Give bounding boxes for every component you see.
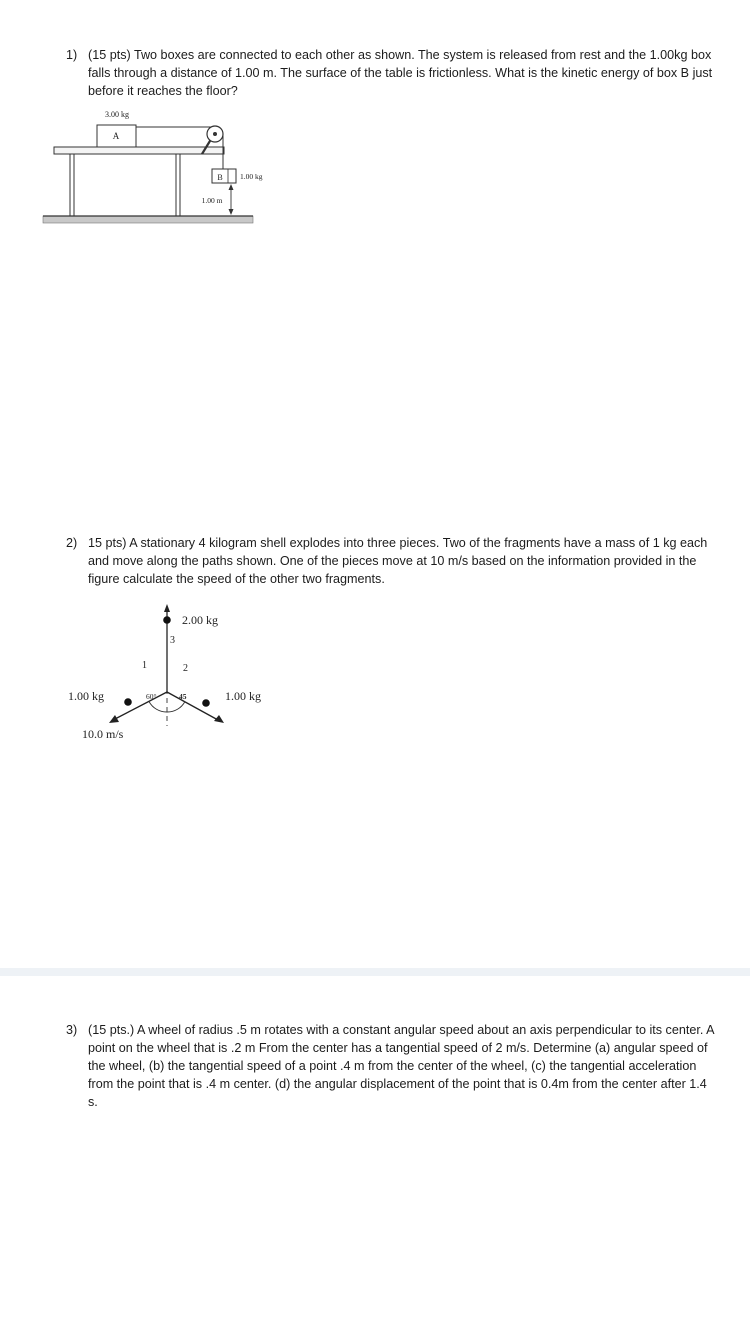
- fragment-left: [124, 698, 132, 706]
- left-mass-label: 1.00 kg: [68, 689, 104, 703]
- path-label-2: 2: [183, 663, 188, 674]
- path-label-1: 1: [142, 660, 147, 671]
- fragment-top: [163, 616, 171, 624]
- box-a-mass-label: 3.00 kg: [105, 110, 129, 119]
- box-a-label: A: [112, 131, 120, 141]
- path-2: [167, 692, 218, 720]
- right-mass-label: 1.00 kg: [225, 689, 261, 703]
- question-text: (15 pts) Two boxes are connected to each other as shown. The system is released from rest and the 1.00kg box falls through a distance of 1.00 m. The surface of the table is frictionless. What is the kinetic energy of box B just before it reaches the floor?: [88, 48, 713, 98]
- angle-arc-right: [167, 702, 185, 713]
- question-text: (15 pts.) A wheel of radius .5 m rotates with a constant angular speed about an axis perpendicular to its center. A point on the wheel that is .2 m From the center has a tangential speed of 2 m/s. Determine (a) angular speed of the wheel, (b) the tangential speed of a point .4 m from the center of the wheel, (c) the tangential acceleration from the point that is .4 m center. (d) the angular displacement of the point that is 0.4m from the center after 1.4 s.: [88, 1023, 714, 1109]
- question-number: 3): [66, 1023, 78, 1037]
- page-separator: [0, 968, 750, 976]
- angle-arc-left: [149, 702, 167, 713]
- distance-label: 1.00 m: [201, 196, 223, 205]
- explosion-figure: [60, 596, 280, 752]
- top-mass-label: 2.00 kg: [182, 613, 218, 627]
- document-page-2: [0, 976, 750, 1334]
- table-top: [54, 147, 224, 154]
- arrow-1: [109, 715, 119, 723]
- left-speed-label: 10.0 m/s: [82, 727, 124, 741]
- arrow-3: [164, 604, 170, 612]
- pulley-system-figure: [40, 104, 280, 228]
- question-1: [66, 46, 716, 100]
- question-2: [66, 534, 716, 588]
- fragment-right: [202, 699, 210, 707]
- box-b-mass-label: 1.00 kg: [240, 172, 263, 181]
- box-b-label: B: [217, 173, 223, 182]
- box-b: [212, 169, 236, 183]
- angle-right-label: 45: [179, 692, 187, 701]
- path-label-3: 3: [170, 635, 175, 646]
- question-number: 1): [66, 48, 78, 62]
- angle-left-label: 60°: [146, 692, 157, 701]
- question-text: 15 pts) A stationary 4 kilogram shell explodes into three pieces. Two of the fragments have a mass of 1 kg each and move along the paths shown. One of the pieces move at 10 m/s based on the information provided in the figure calculate the speed of the other two fragments.: [88, 536, 708, 586]
- path-1: [115, 692, 167, 719]
- question-3: [66, 1021, 716, 1111]
- question-number: 2): [66, 536, 78, 550]
- floor: [43, 216, 253, 223]
